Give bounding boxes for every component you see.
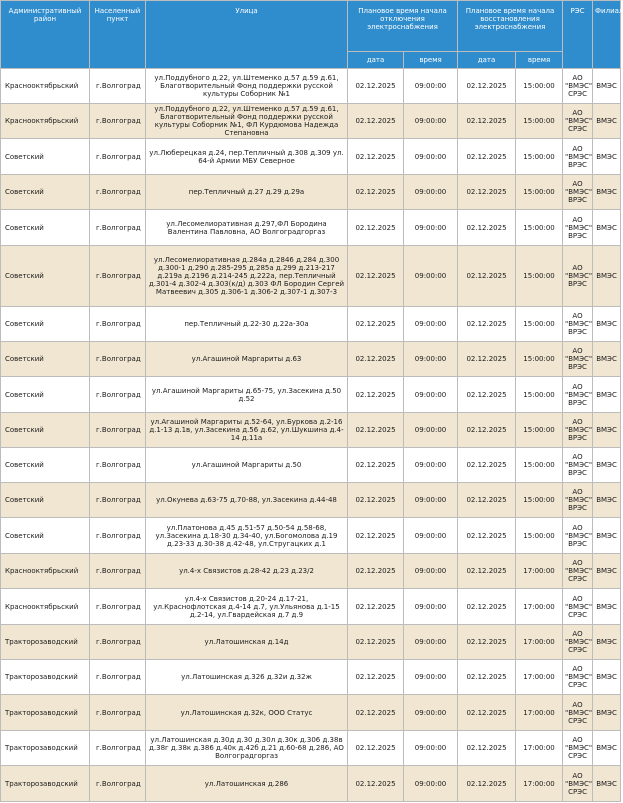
cell-branch: ВМЭС <box>593 554 621 589</box>
cell-restore-time: 15:00:00 <box>516 139 563 175</box>
cell-restore-time: 17:00:00 <box>516 554 563 589</box>
cell-locality: г.Волгоград <box>90 342 146 377</box>
cell-restore-time: 17:00:00 <box>516 731 563 766</box>
cell-street: ул.4-х Связистов д.28-42 д.23 д.23/2 <box>146 554 348 589</box>
cell-locality: г.Волгоград <box>90 766 146 802</box>
cell-off-date: 02.12.2025 <box>348 554 404 589</box>
cell-restore-date: 02.12.2025 <box>458 342 516 377</box>
cell-restore-date: 02.12.2025 <box>458 660 516 695</box>
cell-off-date: 02.12.2025 <box>348 139 404 175</box>
cell-off-date: 02.12.2025 <box>348 695 404 731</box>
cell-district: Советский <box>1 377 90 413</box>
cell-street: ул.Люберецкая д.24, пер.Тепличный д.308 д.309 ул. 64-й Армии МБУ Северное <box>146 139 348 175</box>
header-restore-clock: время <box>516 52 563 69</box>
table-row <box>1 69 621 104</box>
cell-street: ул.Латошинская д.326 д.32и д.32ж <box>146 660 348 695</box>
cell-restore-date: 02.12.2025 <box>458 589 516 625</box>
table-row <box>1 483 621 518</box>
cell-res: АО "ВМЭС" ВРЭС <box>563 246 593 307</box>
cell-res: АО "ВМЭС" ВРЭС <box>563 210 593 246</box>
cell-off-date: 02.12.2025 <box>348 413 404 448</box>
cell-off-time: 09:00:00 <box>404 104 458 139</box>
cell-off-time: 09:00:00 <box>404 413 458 448</box>
table-row <box>1 175 621 210</box>
cell-off-time: 09:00:00 <box>404 246 458 307</box>
cell-street: пер.Тепличный д.27 д.29 д.29а <box>146 175 348 210</box>
cell-restore-time: 15:00:00 <box>516 377 563 413</box>
cell-off-time: 09:00:00 <box>404 554 458 589</box>
cell-branch: ВМЭС <box>593 210 621 246</box>
table-row <box>1 377 621 413</box>
cell-locality: г.Волгоград <box>90 104 146 139</box>
cell-restore-date: 02.12.2025 <box>458 554 516 589</box>
cell-locality: г.Волгоград <box>90 377 146 413</box>
cell-street: ул.4-х Связистов д.20-24 д.17-21, ул.Краснофлотская д.4-14 д.7, ул.Ульянова д.1-15 д.2-14, ул.Гвардейская д.7 д.9 <box>146 589 348 625</box>
cell-res: АО "ВМЭС" ВРЭС <box>563 377 593 413</box>
cell-street: ул.Лесомелиоративная д.297,ФЛ Бородина Валентина Павловна, АО Волгоградгоргаз <box>146 210 348 246</box>
cell-district: Советский <box>1 413 90 448</box>
cell-locality: г.Волгоград <box>90 518 146 554</box>
cell-branch: ВМЭС <box>593 766 621 802</box>
cell-restore-time: 15:00:00 <box>516 413 563 448</box>
cell-off-time: 09:00:00 <box>404 175 458 210</box>
cell-restore-date: 02.12.2025 <box>458 766 516 802</box>
cell-off-time: 09:00:00 <box>404 660 458 695</box>
cell-res: АО "ВМЭС" ВРЭС <box>563 483 593 518</box>
cell-off-time: 09:00:00 <box>404 518 458 554</box>
cell-district: Советский <box>1 518 90 554</box>
cell-restore-time: 17:00:00 <box>516 695 563 731</box>
header-off-time: Плановое время начала отключения электроснабжения <box>348 1 458 52</box>
table-row <box>1 104 621 139</box>
cell-restore-date: 02.12.2025 <box>458 483 516 518</box>
cell-branch: ВМЭС <box>593 69 621 104</box>
cell-restore-time: 15:00:00 <box>516 246 563 307</box>
cell-restore-date: 02.12.2025 <box>458 695 516 731</box>
cell-locality: г.Волгоград <box>90 139 146 175</box>
cell-res: АО "ВМЭС" СРЭС <box>563 589 593 625</box>
cell-locality: г.Волгоград <box>90 175 146 210</box>
cell-off-time: 09:00:00 <box>404 210 458 246</box>
cell-res: АО "ВМЭС" СРЭС <box>563 766 593 802</box>
cell-district: Тракторозаводский <box>1 660 90 695</box>
cell-locality: г.Волгоград <box>90 210 146 246</box>
cell-locality: г.Волгоград <box>90 731 146 766</box>
header-locality: Населенный пункт <box>90 1 146 69</box>
cell-district: Советский <box>1 210 90 246</box>
table-row <box>1 246 621 307</box>
cell-locality: г.Волгоград <box>90 246 146 307</box>
cell-street: пер.Тепличный д.22-30 д.22а-30а <box>146 307 348 342</box>
cell-restore-date: 02.12.2025 <box>458 625 516 660</box>
cell-off-date: 02.12.2025 <box>348 69 404 104</box>
cell-off-date: 02.12.2025 <box>348 448 404 483</box>
cell-res: АО "ВМЭС" СРЭС <box>563 625 593 660</box>
table-header <box>1 1 621 69</box>
cell-street: ул.Поддубного д.22, ул.Штеменко д.57 д.59 д.61, Благотворительный Фонд поддержки русской культуры Соборник №1, ФЛ Курдюмова Надежда Степановна <box>146 104 348 139</box>
cell-off-time: 09:00:00 <box>404 139 458 175</box>
cell-district: Советский <box>1 246 90 307</box>
cell-district: Красноoктябрьский <box>1 554 90 589</box>
cell-off-time: 09:00:00 <box>404 625 458 660</box>
cell-res: АО "ВМЭС" ВРЭС <box>563 448 593 483</box>
cell-locality: г.Волгоград <box>90 660 146 695</box>
cell-locality: г.Волгоград <box>90 554 146 589</box>
header-restore-date: дата <box>458 52 516 69</box>
header-off-clock: время <box>404 52 458 69</box>
cell-res: АО "ВМЭС" ВРЭС <box>563 139 593 175</box>
table-body <box>1 69 621 802</box>
header-district: Административный район <box>1 1 90 69</box>
cell-street: ул.Латошинская д.32к, ООО Статус <box>146 695 348 731</box>
cell-off-date: 02.12.2025 <box>348 660 404 695</box>
cell-branch: ВМЭС <box>593 731 621 766</box>
cell-district: Тракторозаводский <box>1 695 90 731</box>
cell-restore-time: 15:00:00 <box>516 483 563 518</box>
cell-street: ул.Агашиной Маргариты д.63 <box>146 342 348 377</box>
cell-branch: ВМЭС <box>593 589 621 625</box>
cell-branch: ВМЭС <box>593 377 621 413</box>
cell-branch: ВМЭС <box>593 695 621 731</box>
table-row <box>1 210 621 246</box>
table-row <box>1 554 621 589</box>
table-row <box>1 413 621 448</box>
cell-branch: ВМЭС <box>593 139 621 175</box>
cell-district: Советский <box>1 139 90 175</box>
header-street: Улица <box>146 1 348 69</box>
cell-restore-date: 02.12.2025 <box>458 104 516 139</box>
cell-branch: ВМЭС <box>593 307 621 342</box>
cell-off-time: 09:00:00 <box>404 589 458 625</box>
cell-branch: ВМЭС <box>593 483 621 518</box>
cell-off-date: 02.12.2025 <box>348 210 404 246</box>
table-row <box>1 139 621 175</box>
cell-off-date: 02.12.2025 <box>348 589 404 625</box>
cell-res: АО "ВМЭС" ВРЭС <box>563 518 593 554</box>
table-row <box>1 766 621 802</box>
cell-restore-time: 17:00:00 <box>516 589 563 625</box>
cell-district: Красноoктябрьский <box>1 69 90 104</box>
cell-restore-date: 02.12.2025 <box>458 518 516 554</box>
cell-district: Советский <box>1 175 90 210</box>
cell-res: АО "ВМЭС" СРЭС <box>563 554 593 589</box>
cell-off-date: 02.12.2025 <box>348 766 404 802</box>
cell-off-date: 02.12.2025 <box>348 625 404 660</box>
table-row <box>1 625 621 660</box>
cell-res: АО "ВМЭС" СРЭС <box>563 731 593 766</box>
table-row <box>1 307 621 342</box>
cell-off-time: 09:00:00 <box>404 448 458 483</box>
cell-off-time: 09:00:00 <box>404 377 458 413</box>
cell-locality: г.Волгоград <box>90 695 146 731</box>
cell-district: Тракторозаводский <box>1 766 90 802</box>
table-row <box>1 518 621 554</box>
cell-restore-time: 15:00:00 <box>516 210 563 246</box>
table-row <box>1 731 621 766</box>
cell-locality: г.Волгоград <box>90 307 146 342</box>
cell-off-time: 09:00:00 <box>404 342 458 377</box>
cell-locality: г.Волгоград <box>90 413 146 448</box>
cell-locality: г.Волгоград <box>90 69 146 104</box>
cell-street: ул.Лесомелиоративная д.284а д.2846 д.284 д.300 д.300-1 д.290 д.285-295 д.285а д.299 д.213-217 д.219а д.2196 д.214-245 д.222а, пер.Тепличный д.301-4 д.302-4 д.303(к/д) д.303 ФЛ Бородин Сергей Матвеевич д.305 д.306-1 д.306-2 д.307-1 д.307-3 <box>146 246 348 307</box>
cell-district: Советский <box>1 342 90 377</box>
header-branch: Филиал <box>593 1 621 69</box>
cell-restore-time: 15:00:00 <box>516 175 563 210</box>
table-row <box>1 589 621 625</box>
cell-restore-date: 02.12.2025 <box>458 175 516 210</box>
table-row <box>1 342 621 377</box>
cell-res: АО "ВМЭС" ВРЭС <box>563 342 593 377</box>
cell-district: Красноoктябрьский <box>1 589 90 625</box>
cell-res: АО "ВМЭС" СРЭС <box>563 69 593 104</box>
cell-district: Советский <box>1 448 90 483</box>
cell-restore-date: 02.12.2025 <box>458 246 516 307</box>
cell-off-time: 09:00:00 <box>404 695 458 731</box>
cell-district: Тракторозаводский <box>1 731 90 766</box>
table-row <box>1 660 621 695</box>
cell-locality: г.Волгоград <box>90 589 146 625</box>
cell-off-date: 02.12.2025 <box>348 377 404 413</box>
cell-street: ул.Агашиной Маргариты д.50 <box>146 448 348 483</box>
cell-res: АО "ВМЭС" ВРЭС <box>563 307 593 342</box>
cell-branch: ВМЭС <box>593 342 621 377</box>
cell-street: ул.Поддубного д.22, ул.Штеменко д.57 д.59 д.61, Благотворительный Фонд поддержки русской культуры Соборник №1 <box>146 69 348 104</box>
cell-off-date: 02.12.2025 <box>348 104 404 139</box>
cell-restore-time: 15:00:00 <box>516 104 563 139</box>
cell-restore-time: 17:00:00 <box>516 766 563 802</box>
cell-restore-date: 02.12.2025 <box>458 307 516 342</box>
cell-branch: ВМЭС <box>593 175 621 210</box>
cell-street: ул.Агашиной Маргариты д.52-64, ул.Буркова д.2-16 д.1-13 д.1в, ул.Засекина д.56 д.62, ул.Шукшина д.4-14 д.11а <box>146 413 348 448</box>
cell-res: АО "ВМЭС" ВРЭС <box>563 413 593 448</box>
cell-restore-date: 02.12.2025 <box>458 69 516 104</box>
cell-restore-time: 17:00:00 <box>516 625 563 660</box>
cell-off-time: 09:00:00 <box>404 69 458 104</box>
cell-restore-date: 02.12.2025 <box>458 210 516 246</box>
cell-restore-time: 15:00:00 <box>516 307 563 342</box>
cell-branch: ВМЭС <box>593 104 621 139</box>
header-res: РЭС <box>563 1 593 69</box>
table-row <box>1 695 621 731</box>
header-restore-time: Плановое время начала восстановления электроснабжения <box>458 1 563 52</box>
cell-restore-date: 02.12.2025 <box>458 448 516 483</box>
cell-district: Советский <box>1 307 90 342</box>
cell-street: ул.Латошинская д.286 <box>146 766 348 802</box>
cell-off-time: 09:00:00 <box>404 766 458 802</box>
cell-district: Тракторозаводский <box>1 625 90 660</box>
cell-restore-time: 15:00:00 <box>516 448 563 483</box>
cell-restore-date: 02.12.2025 <box>458 731 516 766</box>
cell-off-date: 02.12.2025 <box>348 483 404 518</box>
cell-branch: ВМЭС <box>593 448 621 483</box>
cell-locality: г.Волгоград <box>90 483 146 518</box>
cell-district: Красноoктябрьский <box>1 104 90 139</box>
cell-street: ул.Латошинская д.14д <box>146 625 348 660</box>
cell-off-date: 02.12.2025 <box>348 175 404 210</box>
cell-restore-time: 15:00:00 <box>516 342 563 377</box>
cell-restore-date: 02.12.2025 <box>458 139 516 175</box>
cell-street: ул.Платонова д.45 д.51-57 д.50-54 д.58-68, ул.Засекина д.18-30 д.34-40, ул.Богомолова д.19 д.23-33 д.30-38 д.42-48, ул.Стругацких д.1 <box>146 518 348 554</box>
table-row <box>1 448 621 483</box>
cell-branch: ВМЭС <box>593 625 621 660</box>
cell-street: ул.Латошинская д.30д д.30 д.30л д.30к д.306 д.38в д.38г д.38к д.386 д.40к д.42б д.21 д.60-68 д.286, АО Волгоградгоргаз <box>146 731 348 766</box>
cell-restore-date: 02.12.2025 <box>458 377 516 413</box>
cell-off-time: 09:00:00 <box>404 307 458 342</box>
cell-res: АО "ВМЭС" СРЭС <box>563 695 593 731</box>
cell-branch: ВМЭС <box>593 246 621 307</box>
cell-district: Советский <box>1 483 90 518</box>
cell-off-date: 02.12.2025 <box>348 307 404 342</box>
cell-street: ул.Агашиной Маргариты д.65-75, ул.Засекина д.50 д.52 <box>146 377 348 413</box>
cell-off-date: 02.12.2025 <box>348 342 404 377</box>
cell-off-date: 02.12.2025 <box>348 246 404 307</box>
cell-branch: ВМЭС <box>593 660 621 695</box>
cell-restore-time: 17:00:00 <box>516 660 563 695</box>
cell-off-date: 02.12.2025 <box>348 518 404 554</box>
cell-res: АО "ВМЭС" СРЭС <box>563 104 593 139</box>
cell-restore-time: 15:00:00 <box>516 69 563 104</box>
cell-locality: г.Волгоград <box>90 625 146 660</box>
cell-res: АО "ВМЭС" СРЭС <box>563 660 593 695</box>
cell-branch: ВМЭС <box>593 413 621 448</box>
cell-street: ул.Окунева д.63-75 д.70-88, ул.Засекина д.44-48 <box>146 483 348 518</box>
cell-off-date: 02.12.2025 <box>348 731 404 766</box>
cell-branch: ВМЭС <box>593 518 621 554</box>
cell-res: АО "ВМЭС" ВРЭС <box>563 175 593 210</box>
cell-restore-date: 02.12.2025 <box>458 413 516 448</box>
cell-off-time: 09:00:00 <box>404 483 458 518</box>
cell-off-time: 09:00:00 <box>404 731 458 766</box>
cell-restore-time: 15:00:00 <box>516 518 563 554</box>
cell-locality: г.Волгоград <box>90 448 146 483</box>
header-off-date: дата <box>348 52 404 69</box>
